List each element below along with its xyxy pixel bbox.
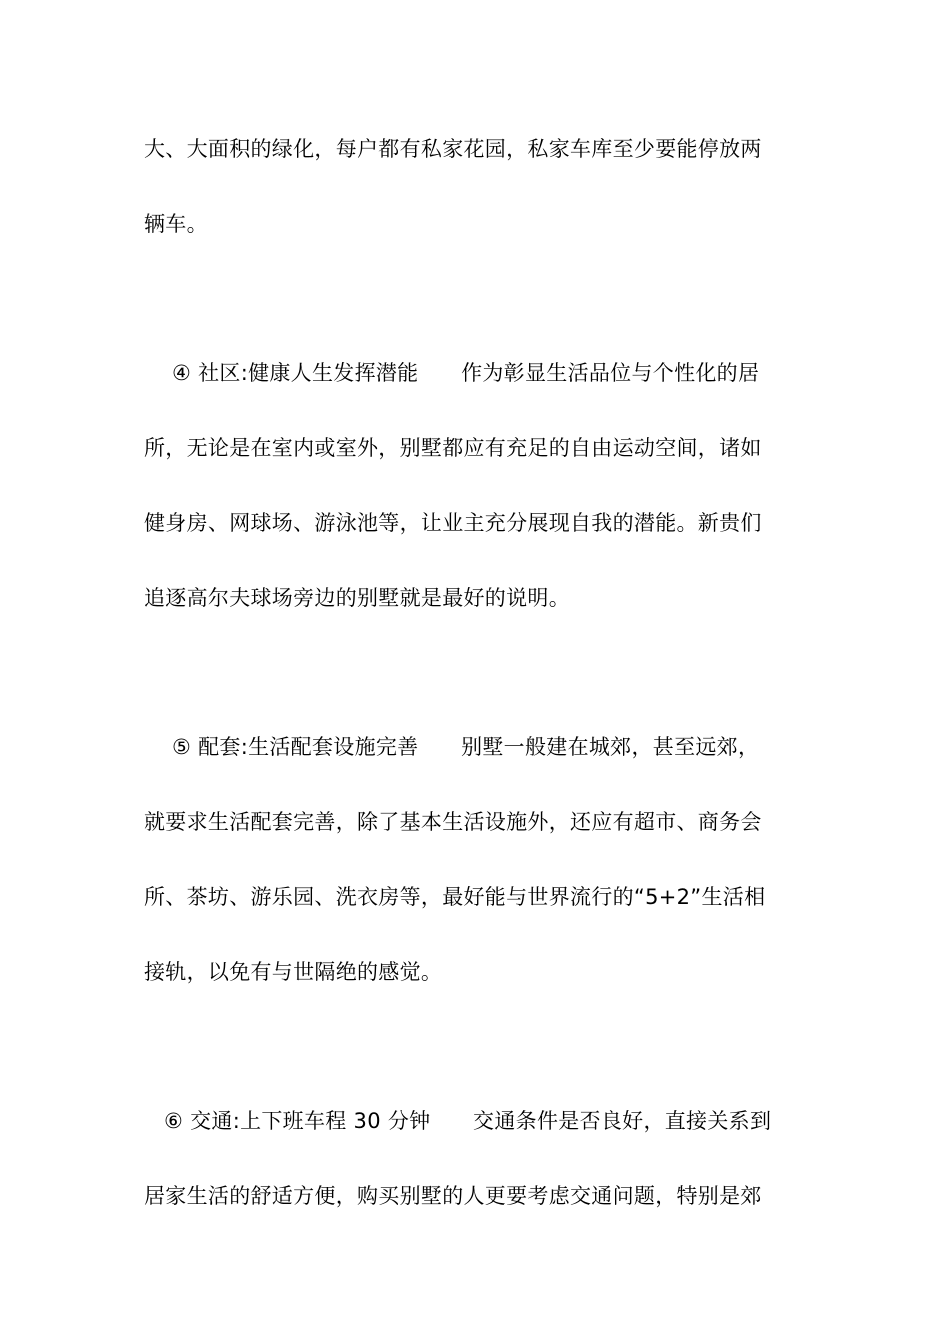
section-5-heading-line: ⑤ 配套:生活配套设施完善 别墅一般建在城郊，甚至远郊， (172, 735, 760, 759)
text-line: 就要求生活配套完善，除了基本生活设施外，还应有超市、商务会 (144, 810, 762, 834)
text-line: 所，无论是在室内或室外，别墅都应有充足的自由运动空间，诸如 (144, 436, 762, 460)
text-line: 大、大面积的绿化，每户都有私家花园，私家车库至少要能停放两 (144, 137, 762, 161)
text-line: 追逐高尔夫球场旁边的别墅就是最好的说明。 (144, 586, 570, 610)
section-4-heading-line: ④ 社区:健康人生发挥潜能 作为彰显生活品位与个性化的居 (172, 361, 760, 385)
text-line: 健身房、网球场、游泳池等，让业主充分展现自我的潜能。新贵们 (144, 511, 762, 535)
text-line: 接轨，以免有与世隔绝的感觉。 (144, 960, 443, 984)
text-line: 辆车。 (144, 212, 208, 236)
text-line: 所、茶坊、游乐园、洗衣房等，最好能与世界流行的“5+2”生活相 (144, 885, 766, 909)
text-line: 居家生活的舒适方便，购买别墅的人更要考虑交通问题，特别是郊 (144, 1184, 762, 1208)
section-6-heading-line: ⑥ 交通:上下班车程 30 分钟 交通条件是否良好，直接关系到 (164, 1109, 772, 1133)
